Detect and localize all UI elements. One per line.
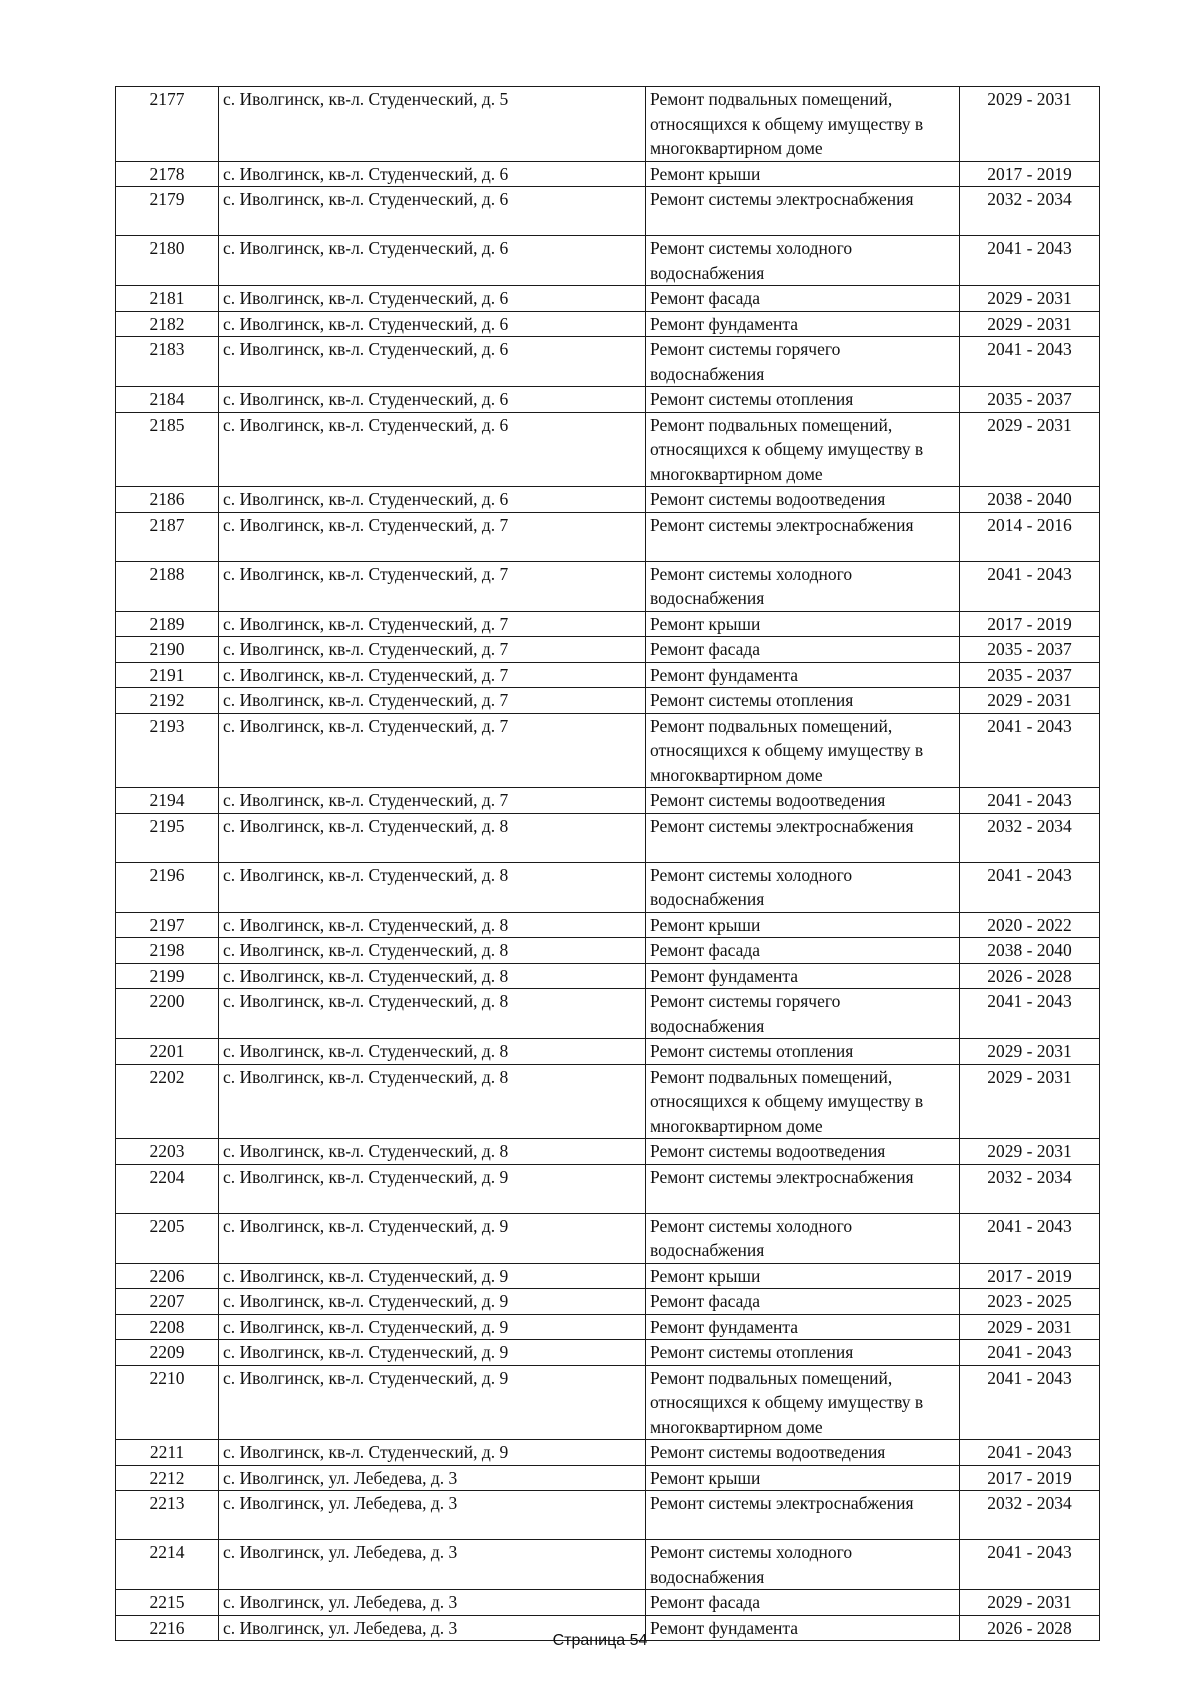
address-cell: с. Иволгинск, кв-л. Студенческий, д. 6 — [219, 187, 646, 236]
address-cell: с. Иволгинск, кв-л. Студенческий, д. 7 — [219, 662, 646, 688]
table-row — [116, 862, 1100, 912]
address-cell: с. Иволгинск, кв-л. Студенческий, д. 9 — [219, 1440, 646, 1466]
address-cell: с. Иволгинск, кв-л. Студенческий, д. 7 — [219, 688, 646, 714]
period-cell: 2041 - 2043 — [960, 1340, 1100, 1366]
work-type-cell: Ремонт крыши — [646, 1465, 960, 1491]
row-number-cell: 2195 — [116, 813, 219, 862]
address-cell: с. Иволгинск, ул. Лебедева, д. 3 — [219, 1540, 646, 1590]
row-number-cell: 2193 — [116, 713, 219, 788]
address-cell: с. Иволгинск, кв-л. Студенческий, д. 8 — [219, 1139, 646, 1165]
period-cell: 2017 - 2019 — [960, 1465, 1100, 1491]
table-row — [116, 938, 1100, 964]
period-cell: 2035 - 2037 — [960, 637, 1100, 663]
work-type-cell: Ремонт системы водоотведения — [646, 1139, 960, 1165]
row-number-cell: 2208 — [116, 1314, 219, 1340]
address-cell: с. Иволгинск, кв-л. Студенческий, д. 7 — [219, 788, 646, 814]
work-type-cell: Ремонт системы горячего водоснабжения — [646, 337, 960, 387]
address-cell: с. Иволгинск, кв-л. Студенческий, д. 8 — [219, 912, 646, 938]
row-number-cell: 2214 — [116, 1540, 219, 1590]
work-type-cell: Ремонт фундамента — [646, 1615, 960, 1641]
row-number-cell: 2181 — [116, 286, 219, 312]
table-row — [116, 561, 1100, 611]
work-type-cell: Ремонт фасада — [646, 1590, 960, 1616]
work-type-cell: Ремонт подвальных помещений, относящихся к общему имуществу в многоквартирном доме — [646, 1064, 960, 1139]
row-number-cell: 2200 — [116, 989, 219, 1039]
table-row — [116, 1263, 1100, 1289]
address-cell: с. Иволгинск, кв-л. Студенческий, д. 6 — [219, 161, 646, 187]
table-row — [116, 688, 1100, 714]
table-row — [116, 1139, 1100, 1165]
address-cell: с. Иволгинск, кв-л. Студенческий, д. 8 — [219, 813, 646, 862]
address-cell: с. Иволгинск, кв-л. Студенческий, д. 9 — [219, 1213, 646, 1263]
address-cell: с. Иволгинск, ул. Лебедева, д. 3 — [219, 1615, 646, 1641]
address-cell: с. Иволгинск, кв-л. Студенческий, д. 9 — [219, 1340, 646, 1366]
period-cell: 2029 - 2031 — [960, 688, 1100, 714]
table-row — [116, 311, 1100, 337]
address-cell: с. Иволгинск, кв-л. Студенческий, д. 9 — [219, 1314, 646, 1340]
repair-schedule-table — [115, 86, 1100, 1641]
work-type-cell: Ремонт системы холодного водоснабжения — [646, 1213, 960, 1263]
row-number-cell: 2179 — [116, 187, 219, 236]
table-row — [116, 487, 1100, 513]
table-row — [116, 1314, 1100, 1340]
work-type-cell: Ремонт крыши — [646, 912, 960, 938]
period-cell: 2029 - 2031 — [960, 311, 1100, 337]
row-number-cell: 2187 — [116, 512, 219, 561]
table-row — [116, 161, 1100, 187]
work-type-cell: Ремонт подвальных помещений, относящихся к общему имуществу в многоквартирном доме — [646, 412, 960, 487]
period-cell: 2029 - 2031 — [960, 1039, 1100, 1065]
period-cell: 2026 - 2028 — [960, 963, 1100, 989]
work-type-cell: Ремонт фундамента — [646, 1314, 960, 1340]
address-cell: с. Иволгинск, кв-л. Студенческий, д. 7 — [219, 512, 646, 561]
work-type-cell: Ремонт системы водоотведения — [646, 1440, 960, 1466]
table-row — [116, 713, 1100, 788]
page-number: Страница 54 — [552, 1632, 648, 1649]
table-row — [116, 1465, 1100, 1491]
work-type-cell: Ремонт системы холодного водоснабжения — [646, 561, 960, 611]
table-row — [116, 662, 1100, 688]
work-type-cell: Ремонт системы горячего водоснабжения — [646, 989, 960, 1039]
work-type-cell: Ремонт системы водоотведения — [646, 487, 960, 513]
row-number-cell: 2198 — [116, 938, 219, 964]
table-row — [116, 1440, 1100, 1466]
work-type-cell: Ремонт крыши — [646, 611, 960, 637]
table-row — [116, 286, 1100, 312]
period-cell: 2029 - 2031 — [960, 1590, 1100, 1616]
period-cell: 2032 - 2034 — [960, 1491, 1100, 1540]
period-cell: 2032 - 2034 — [960, 1164, 1100, 1213]
address-cell: с. Иволгинск, кв-л. Студенческий, д. 8 — [219, 938, 646, 964]
period-cell: 2029 - 2031 — [960, 87, 1100, 162]
period-cell: 2032 - 2034 — [960, 187, 1100, 236]
row-number-cell: 2201 — [116, 1039, 219, 1065]
period-cell: 2041 - 2043 — [960, 236, 1100, 286]
row-number-cell: 2210 — [116, 1365, 219, 1440]
table-row — [116, 1164, 1100, 1213]
period-cell: 2035 - 2037 — [960, 662, 1100, 688]
period-cell: 2029 - 2031 — [960, 1314, 1100, 1340]
address-cell: с. Иволгинск, кв-л. Студенческий, д. 8 — [219, 1039, 646, 1065]
row-number-cell: 2184 — [116, 387, 219, 413]
row-number-cell: 2199 — [116, 963, 219, 989]
work-type-cell: Ремонт системы отопления — [646, 1039, 960, 1065]
work-type-cell: Ремонт фасада — [646, 286, 960, 312]
period-cell: 2041 - 2043 — [960, 337, 1100, 387]
row-number-cell: 2216 — [116, 1615, 219, 1641]
row-number-cell: 2186 — [116, 487, 219, 513]
table-row — [116, 611, 1100, 637]
period-cell: 2032 - 2034 — [960, 813, 1100, 862]
period-cell: 2023 - 2025 — [960, 1289, 1100, 1315]
period-cell: 2041 - 2043 — [960, 1440, 1100, 1466]
period-cell: 2041 - 2043 — [960, 1365, 1100, 1440]
address-cell: с. Иволгинск, кв-л. Студенческий, д. 6 — [219, 286, 646, 312]
work-type-cell: Ремонт системы электроснабжения — [646, 187, 960, 236]
period-cell: 2041 - 2043 — [960, 1213, 1100, 1263]
period-cell: 2014 - 2016 — [960, 512, 1100, 561]
row-number-cell: 2188 — [116, 561, 219, 611]
table-row — [116, 1213, 1100, 1263]
period-cell: 2017 - 2019 — [960, 161, 1100, 187]
address-cell: с. Иволгинск, кв-л. Студенческий, д. 9 — [219, 1164, 646, 1213]
row-number-cell: 2185 — [116, 412, 219, 487]
table-row — [116, 1365, 1100, 1440]
row-number-cell: 2206 — [116, 1263, 219, 1289]
table-row — [116, 989, 1100, 1039]
address-cell: с. Иволгинск, кв-л. Студенческий, д. 6 — [219, 412, 646, 487]
table-row — [116, 1064, 1100, 1139]
row-number-cell: 2190 — [116, 637, 219, 663]
work-type-cell: Ремонт крыши — [646, 161, 960, 187]
period-cell: 2026 - 2028 — [960, 1615, 1100, 1641]
work-type-cell: Ремонт системы электроснабжения — [646, 1491, 960, 1540]
table-row — [116, 1289, 1100, 1315]
work-type-cell: Ремонт фасада — [646, 1289, 960, 1315]
row-number-cell: 2209 — [116, 1340, 219, 1366]
address-cell: с. Иволгинск, кв-л. Студенческий, д. 5 — [219, 87, 646, 162]
address-cell: с. Иволгинск, кв-л. Студенческий, д. 6 — [219, 387, 646, 413]
table-row — [116, 963, 1100, 989]
row-number-cell: 2204 — [116, 1164, 219, 1213]
work-type-cell: Ремонт системы электроснабжения — [646, 1164, 960, 1213]
period-cell: 2029 - 2031 — [960, 1064, 1100, 1139]
table-row — [116, 512, 1100, 561]
address-cell: с. Иволгинск, кв-л. Студенческий, д. 7 — [219, 611, 646, 637]
period-cell: 2020 - 2022 — [960, 912, 1100, 938]
row-number-cell: 2178 — [116, 161, 219, 187]
address-cell: с. Иволгинск, кв-л. Студенческий, д. 9 — [219, 1289, 646, 1315]
work-type-cell: Ремонт системы водоотведения — [646, 788, 960, 814]
address-cell: с. Иволгинск, кв-л. Студенческий, д. 6 — [219, 487, 646, 513]
period-cell: 2041 - 2043 — [960, 862, 1100, 912]
period-cell: 2029 - 2031 — [960, 412, 1100, 487]
row-number-cell: 2196 — [116, 862, 219, 912]
work-type-cell: Ремонт системы холодного водоснабжения — [646, 236, 960, 286]
work-type-cell: Ремонт подвальных помещений, относящихся к общему имуществу в многоквартирном доме — [646, 713, 960, 788]
table-row — [116, 637, 1100, 663]
row-number-cell: 2203 — [116, 1139, 219, 1165]
table-row — [116, 187, 1100, 236]
row-number-cell: 2183 — [116, 337, 219, 387]
row-number-cell: 2212 — [116, 1465, 219, 1491]
work-type-cell: Ремонт подвальных помещений, относящихся к общему имуществу в многоквартирном доме — [646, 1365, 960, 1440]
work-type-cell: Ремонт фасада — [646, 637, 960, 663]
period-cell: 2029 - 2031 — [960, 1139, 1100, 1165]
address-cell: с. Иволгинск, кв-л. Студенческий, д. 8 — [219, 1064, 646, 1139]
address-cell: с. Иволгинск, кв-л. Студенческий, д. 7 — [219, 637, 646, 663]
address-cell: с. Иволгинск, кв-л. Студенческий, д. 7 — [219, 561, 646, 611]
work-type-cell: Ремонт системы электроснабжения — [646, 512, 960, 561]
table-row — [116, 788, 1100, 814]
period-cell: 2041 - 2043 — [960, 989, 1100, 1039]
table-row — [116, 912, 1100, 938]
work-type-cell: Ремонт фундамента — [646, 662, 960, 688]
work-type-cell: Ремонт системы холодного водоснабжения — [646, 1540, 960, 1590]
row-number-cell: 2194 — [116, 788, 219, 814]
work-type-cell: Ремонт крыши — [646, 1263, 960, 1289]
address-cell: с. Иволгинск, кв-л. Студенческий, д. 7 — [219, 713, 646, 788]
work-type-cell: Ремонт фундамента — [646, 963, 960, 989]
period-cell: 2017 - 2019 — [960, 1263, 1100, 1289]
period-cell: 2017 - 2019 — [960, 611, 1100, 637]
period-cell: 2041 - 2043 — [960, 788, 1100, 814]
table-row — [116, 387, 1100, 413]
table-row — [116, 236, 1100, 286]
table-row — [116, 813, 1100, 862]
period-cell: 2038 - 2040 — [960, 938, 1100, 964]
address-cell: с. Иволгинск, ул. Лебедева, д. 3 — [219, 1465, 646, 1491]
period-cell: 2038 - 2040 — [960, 487, 1100, 513]
address-cell: с. Иволгинск, кв-л. Студенческий, д. 8 — [219, 862, 646, 912]
row-number-cell: 2211 — [116, 1440, 219, 1466]
row-number-cell: 2177 — [116, 87, 219, 162]
period-cell: 2029 - 2031 — [960, 286, 1100, 312]
row-number-cell: 2197 — [116, 912, 219, 938]
row-number-cell: 2180 — [116, 236, 219, 286]
address-cell: с. Иволгинск, кв-л. Студенческий, д. 9 — [219, 1365, 646, 1440]
work-type-cell: Ремонт системы отопления — [646, 1340, 960, 1366]
row-number-cell: 2202 — [116, 1064, 219, 1139]
work-type-cell: Ремонт системы холодного водоснабжения — [646, 862, 960, 912]
row-number-cell: 2207 — [116, 1289, 219, 1315]
table-row — [116, 1039, 1100, 1065]
work-type-cell: Ремонт подвальных помещений, относящихся к общему имуществу в многоквартирном доме — [646, 87, 960, 162]
table-row — [116, 412, 1100, 487]
row-number-cell: 2189 — [116, 611, 219, 637]
table-row — [116, 1491, 1100, 1540]
row-number-cell: 2192 — [116, 688, 219, 714]
row-number-cell: 2213 — [116, 1491, 219, 1540]
work-type-cell: Ремонт системы отопления — [646, 688, 960, 714]
address-cell: с. Иволгинск, кв-л. Студенческий, д. 6 — [219, 311, 646, 337]
row-number-cell: 2191 — [116, 662, 219, 688]
table-row — [116, 1540, 1100, 1590]
work-type-cell: Ремонт системы отопления — [646, 387, 960, 413]
address-cell: с. Иволгинск, кв-л. Студенческий, д. 8 — [219, 989, 646, 1039]
work-type-cell: Ремонт фундамента — [646, 311, 960, 337]
address-cell: с. Иволгинск, ул. Лебедева, д. 3 — [219, 1590, 646, 1616]
table-body — [116, 87, 1100, 1641]
address-cell: с. Иволгинск, кв-л. Студенческий, д. 9 — [219, 1263, 646, 1289]
table-row — [116, 1590, 1100, 1616]
address-cell: с. Иволгинск, ул. Лебедева, д. 3 — [219, 1491, 646, 1540]
row-number-cell: 2205 — [116, 1213, 219, 1263]
period-cell: 2041 - 2043 — [960, 1540, 1100, 1590]
work-type-cell: Ремонт системы электроснабжения — [646, 813, 960, 862]
period-cell: 2041 - 2043 — [960, 561, 1100, 611]
address-cell: с. Иволгинск, кв-л. Студенческий, д. 6 — [219, 337, 646, 387]
table-row — [116, 337, 1100, 387]
table-row — [116, 87, 1100, 162]
period-cell: 2041 - 2043 — [960, 713, 1100, 788]
work-type-cell: Ремонт фасада — [646, 938, 960, 964]
table-row — [116, 1340, 1100, 1366]
address-cell: с. Иволгинск, кв-л. Студенческий, д. 6 — [219, 236, 646, 286]
row-number-cell: 2215 — [116, 1590, 219, 1616]
period-cell: 2035 - 2037 — [960, 387, 1100, 413]
row-number-cell: 2182 — [116, 311, 219, 337]
address-cell: с. Иволгинск, кв-л. Студенческий, д. 8 — [219, 963, 646, 989]
